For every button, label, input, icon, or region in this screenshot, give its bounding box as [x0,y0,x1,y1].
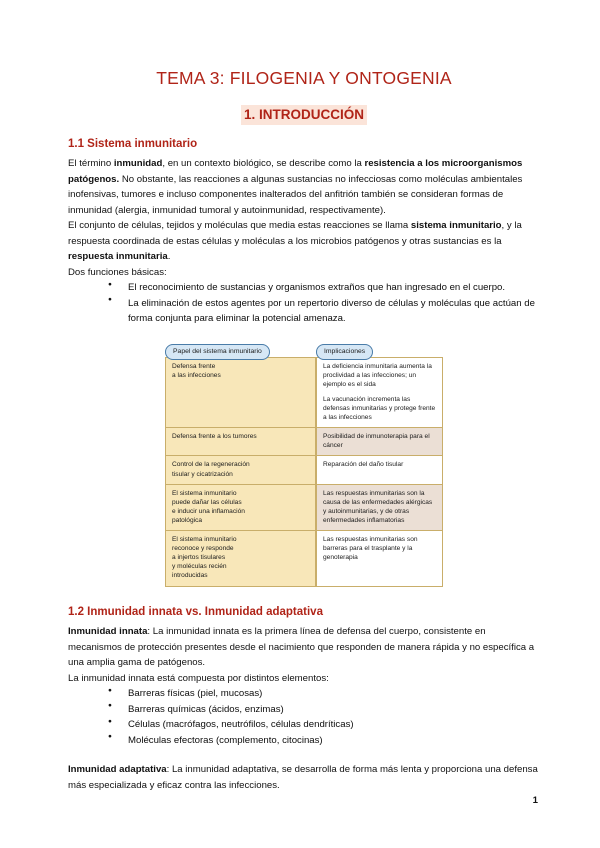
table-cell-implications [316,456,443,484]
table-cell-role [165,456,316,484]
cell-line: Las respuestas inmunitarias son la causa de las enfermedades alérgicas y autoinmunitarias, y de otras enfermedades inflamatorias [323,489,433,524]
table-row [165,531,443,586]
cell-line: Defensa frente a las infecciones [172,362,221,379]
table-header-row [165,347,443,357]
subsection-heading-1-2: 1.2 Inmunidad innata vs. Inmunidad adaptativa [68,605,323,618]
table-cell-implications [316,485,443,531]
text-run-bold: Inmunidad adaptativa [68,764,167,776]
section-heading-introduccion: 1. INTRODUCCIÓN [241,105,367,125]
list-funciones-basicas [68,280,540,327]
list-item: ● Barreras físicas (piel, mucosas) [108,686,540,702]
text-run: El conjunto de células, tejidos y moléculas que media estas reacciones se llama [68,220,411,232]
text-run: , y la respuesta coordinada de estas células y moléculas a los microbios patógenos y otras sustancias es la [68,220,522,247]
subsection-heading-1-1: 1.1 Sistema inmunitario [68,137,198,150]
cell-line: Posibilidad de inmunoterapia para el cáncer [323,433,430,450]
table-cell-implications [316,357,443,429]
immune-roles-table [165,347,443,587]
list-item: ● El reconocimiento de sustancias y organismos extraños que han ingresado en el cuerpo. [108,280,540,296]
paragraph-funciones-lead: Dos funciones básicas: [68,266,167,278]
cell-line: Control de la regeneración tisular y cicatrización [172,461,250,478]
list-item: ● Moléculas efectoras (complemento, citocinas) [108,733,540,749]
table-cell-implications [316,428,443,456]
text-run: , en un contexto biológico, se describe como la [162,158,365,170]
cell-line: La deficiencia inmunitaria aumenta la proclividad a las infecciones; un ejemplo es el sida [323,362,432,388]
table-row [165,485,443,531]
paragraph-innata-lead: La inmunidad innata está compuesta por distintos elementos: [68,672,329,684]
paragraph-inmunidad-definicion [68,156,540,218]
spacer [68,748,540,762]
text-run: . [167,251,171,263]
table-row [165,456,443,484]
figure-papel-sistema-inmunitario [68,347,540,587]
table-cell-role [165,428,316,456]
table-row [165,428,443,456]
text-run: : La inmunidad adaptativa, se desarrolla de forma más lenta y proporciona una defensa más especializada y eficaz contra las infecciones. [68,764,538,791]
text-run-bold: Inmunidad innata [68,626,148,638]
text-run-bold: sistema inmunitario [410,220,502,232]
table-header-cell-role [165,347,316,357]
table-cell-role [165,357,316,429]
text-run: No obstante, las reacciones a algunas sustancias no infecciosas como moléculas ambientales inofensivas, tumores e incluso componentes inalterados del anfitrión también se consideran formas de inmunidad (alergia, inmunidad tumoral y autoinmunidad, respectivamente). [68,173,523,216]
cell-line: Defensa frente a los tumores [172,433,257,441]
list-elementos-inmunidad-innata [68,686,540,748]
paragraph-inmunidad-innata [68,624,540,671]
cell-line: El sistema inmunitario reconoce y responde a injertos tisulares y moléculas recién introducidas [172,536,237,580]
cell-line: La vacunación incrementa las defensas inmunitarias y protege frente a las infecciones [323,396,436,422]
page-number: 1 [532,795,538,806]
cell-line: Las respuestas inmunitarias son barreras para el trasplante y la genoterapia [323,536,418,562]
list-item: ● Barreras químicas (ácidos, enzimas) [108,702,540,718]
table-header-label: Papel del sistema inmunitario [165,344,270,360]
table-cell-role [165,485,316,531]
table-row [165,357,443,429]
text-run-bold: inmunidad [113,158,163,170]
table-cell-role [165,531,316,586]
paragraph-inmunidad-adaptativa [68,762,540,793]
table-header-cell-implications [316,347,443,357]
text-run-bold: respuesta inmunitaria [68,251,168,263]
list-item: ● La eliminación de estos agentes por un repertorio diverso de células y moléculas que actúan de forma conjunta para eliminar la potencial amenaza. [108,296,540,327]
cell-line: Reparación del daño tisular [323,461,404,469]
table-header-label: Implicaciones [316,344,373,360]
text-run: : La inmunidad innata es la primera línea de defensa del cuerpo, consistente en mecanismos de protección presentes desde el nacimiento que responden de manera rápida y no específica a una amplia gama de patógenos. [68,626,535,669]
page-title: TEMA 3: FILOGENIA Y ONTOGENIA [156,68,452,88]
cell-line: El sistema inmunitario puede dañar las células e inducir una inflamación patológica [172,489,245,524]
text-run-bold: resistencia a los microorganismos patógenos. [68,158,523,185]
list-item: ● Células (macrófagos, neutrófilos, células dendríticas) [108,717,540,733]
table-cell-implications [316,531,443,586]
text-run: El término [68,158,114,170]
section-heading-container [68,105,540,125]
paragraph-sistema-inmunitario [68,218,540,265]
